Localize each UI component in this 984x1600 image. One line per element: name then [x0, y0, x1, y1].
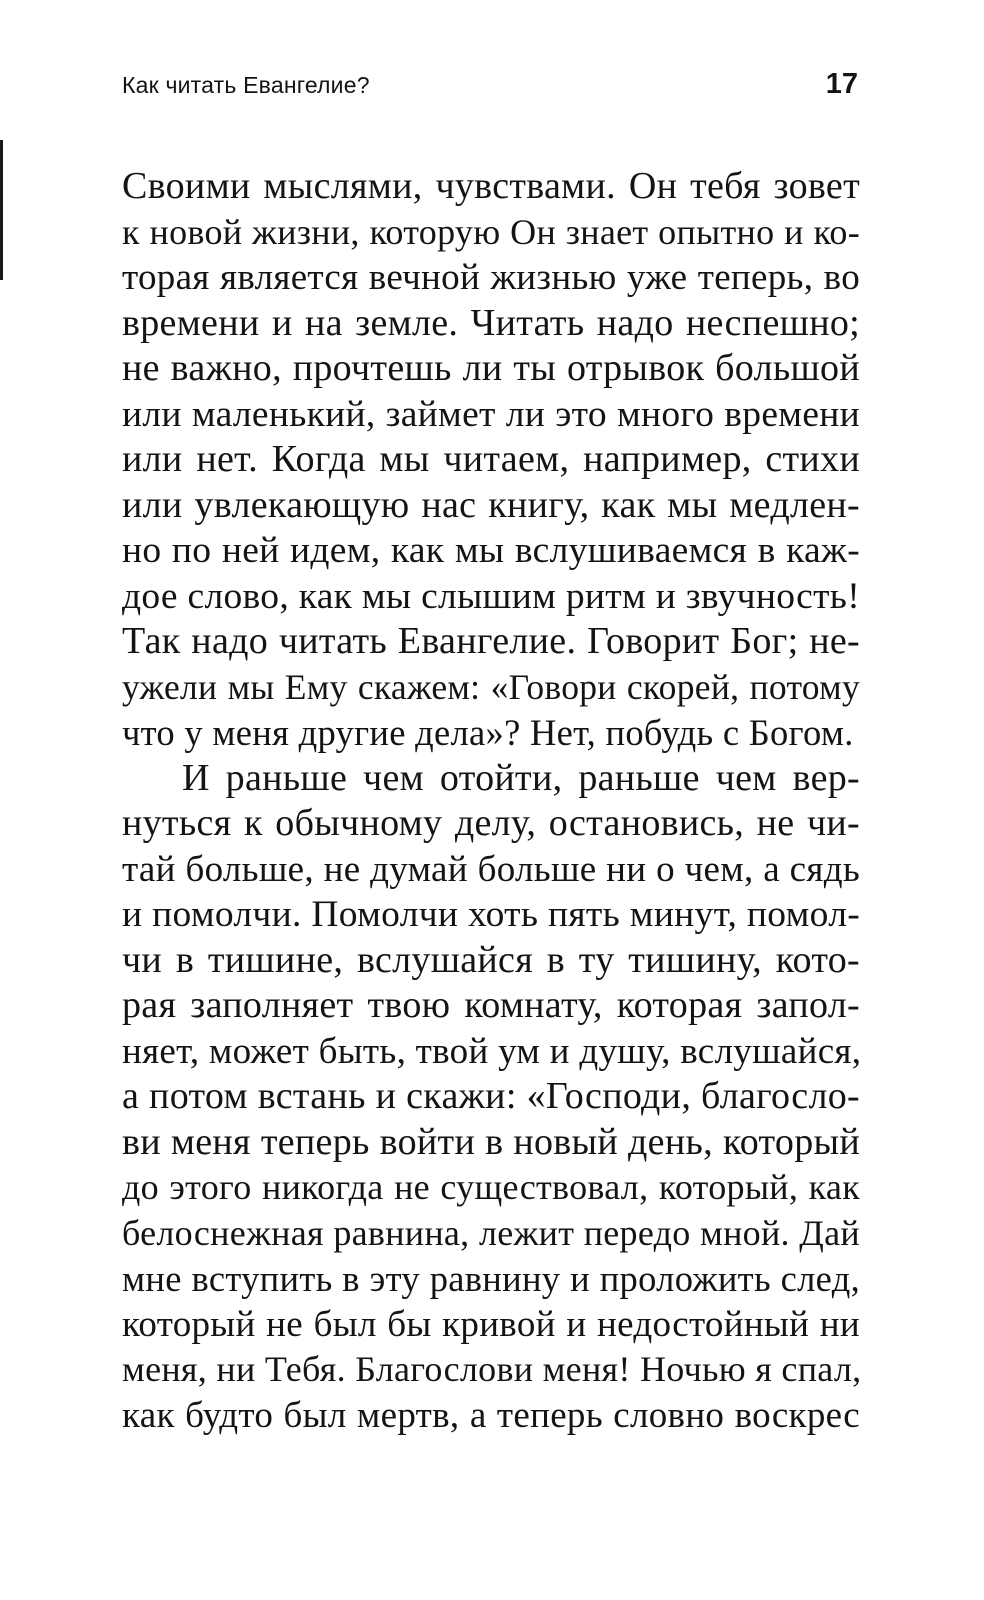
running-title: Как читать Евангелие? [122, 72, 370, 98]
paragraph-2 [122, 756, 860, 1439]
text-line: но по ней идем, как мы вслушиваемся в каж- [122, 530, 860, 571]
text-line: торая является вечной жизнью уже теперь, во [122, 257, 860, 298]
text-line: Так надо читать Евангелие. Говорит Бог; не- [122, 620, 860, 662]
text-line: к новой жизни, которую Он знает опытно и ко- [122, 211, 860, 252]
text-line: и помолчи. Помолчи хоть пять минут, помол- [122, 894, 860, 935]
text-line: не важно, прочтешь ли ты отрывок большой [122, 347, 860, 389]
body-text [122, 164, 860, 1438]
text-line: ужели мы Ему скажем: «Говори скорей, потому [122, 666, 860, 707]
text-line: который не был бы кривой и недостойный ни [122, 1303, 860, 1345]
text-line: или увлекающую нас книгу, как мы медлен- [122, 483, 860, 526]
text-line: что у меня другие дела»? Нет, побудь с Богом. [122, 712, 854, 753]
paragraph-1 [122, 164, 860, 756]
text-line: рая заполняет твою комнату, которая запол- [122, 984, 860, 1026]
text-line: тай больше, не думай больше ни о чем, а сядь [122, 848, 860, 890]
text-line: И раньше чем отойти, раньше чем вер- [182, 756, 860, 799]
text-line: белоснежная равнина, лежит передо мной. Дай [122, 1212, 860, 1253]
text-line: ви меня теперь войти в новый день, который [122, 1120, 860, 1163]
text-line: а потом встань и скажи: «Господи, благосло- [122, 1075, 860, 1117]
text-line: няет, может быть, твой ум и душу, вслушайся, [122, 1030, 862, 1072]
text-line: дое слово, как мы слышим ритм и звучность! [122, 575, 860, 617]
running-head [122, 66, 860, 102]
text-line: мне вступить в эту равнину и проложить след, [122, 1258, 860, 1299]
text-line: Своими мыслями, чувствами. Он тебя зовет [122, 165, 860, 207]
text-line: как будто был мертв, а теперь словно воскрес [122, 1394, 860, 1436]
text-line: или маленький, займет ли это много времени [122, 393, 860, 435]
text-line: до этого никогда не существовал, который, как [122, 1167, 860, 1207]
text-line: чи в тишине, вслушайся в ту тишину, кото- [122, 938, 860, 981]
text-line: нуться к обычному делу, остановись, не чи- [122, 802, 860, 844]
page-number: 17 [825, 68, 858, 100]
page-edge-shadow [0, 140, 3, 280]
text-line: меня, ни Тебя. Благослови меня! Ночью я спал, [122, 1349, 862, 1389]
text-line: времени и на земле. Читать надо неспешно; [122, 301, 860, 344]
text-line: или нет. Когда мы читаем, например, стихи [122, 438, 860, 480]
